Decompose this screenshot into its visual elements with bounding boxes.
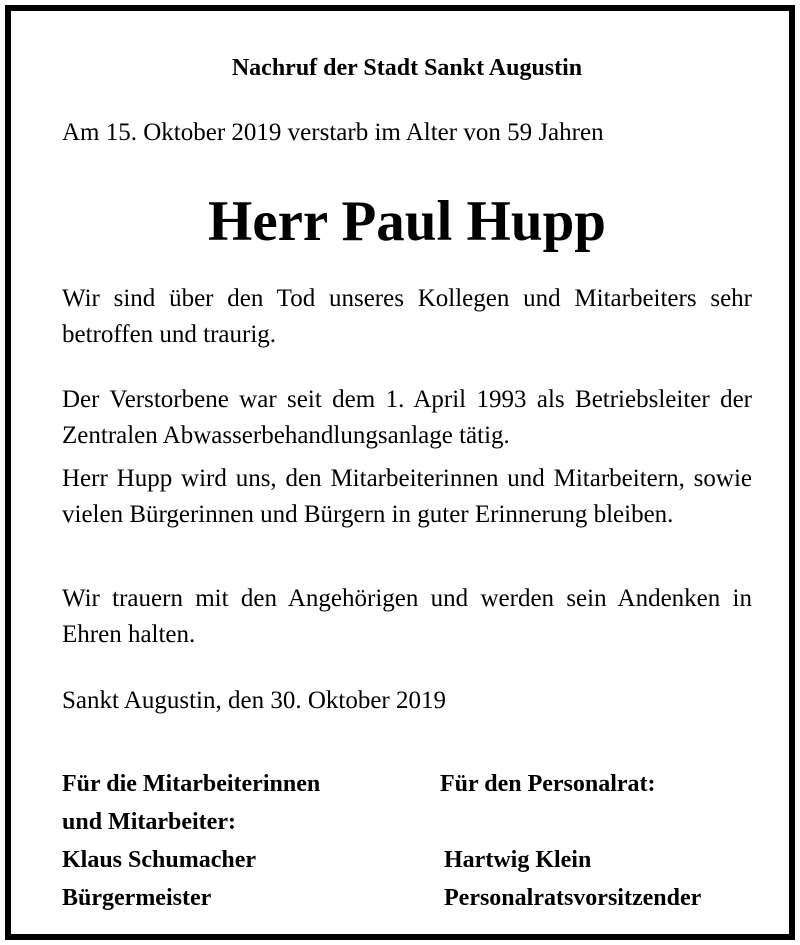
signature-label-line1: Für die Mitarbeiterinnen [62,771,321,797]
paragraph-remembrance: Herr Hupp wird uns, den Mitarbeiterinnen und Mitarbeitern, sowie vielen Bürgerinnen und Bürgern in guter Erinnerung bleiben. [62,465,752,528]
deceased-name: Herr Paul Hupp [208,190,606,253]
signatory-name: Klaus Schumacher [62,847,257,873]
signature-label: Für den Personalrat: [440,771,656,797]
signature-block-staff [62,765,320,917]
intro-line: Am 15. Oktober 2019 verstarb im Alter von 59 Jahren [62,119,604,146]
signatory-name: Hartwig Klein [444,847,592,873]
obituary-frame [5,5,795,940]
paragraph-career: Der Verstorbene war seit dem 1. April 1993 als Betriebsleiter der Zentralen Abwasserbehandlungsanlage tätig. [62,386,752,449]
signature-label-line2: und Mitarbeiter: [62,809,236,835]
place-date: Sankt Augustin, den 30. Oktober 2019 [62,687,447,714]
signatory-title: Bürgermeister [62,885,212,911]
paragraph-condolence: Wir sind über den Tod unseres Kollegen und Mitarbeiters sehr betroffen und traurig. [62,285,752,348]
paragraph-mourning: Wir trauern mit den Angehörigen und werden sein Andenken in Ehren halten. [62,585,752,648]
signatory-title: Personalratsvorsitzender [444,885,702,911]
notice-heading: Nachruf der Stadt Sankt Augustin [231,55,583,81]
signature-block-council [440,765,701,917]
